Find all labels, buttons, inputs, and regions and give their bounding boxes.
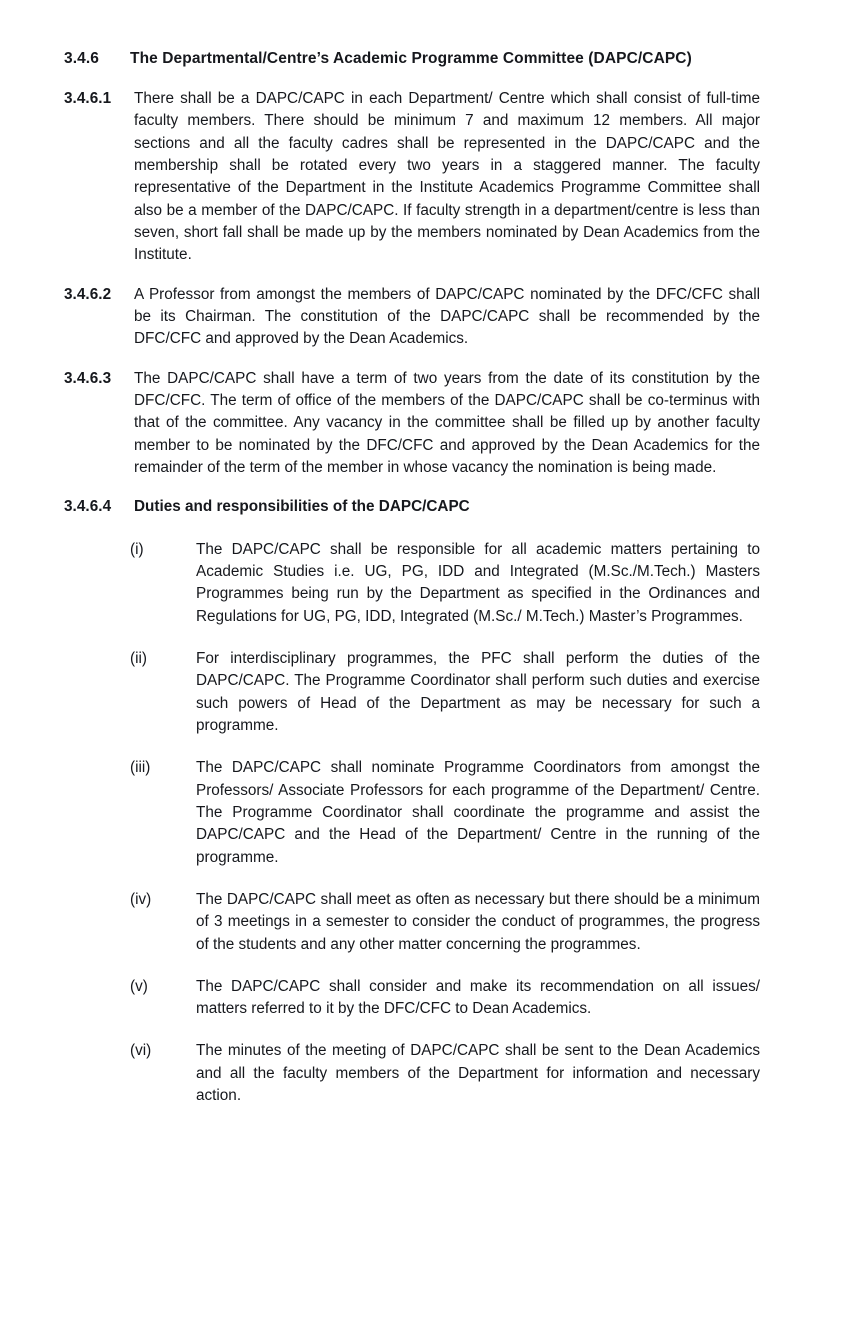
list-item <box>64 889 760 956</box>
clause-text: There shall be a DAPC/CAPC in each Department/ Centre which shall consist of full-time faculty members. There should be minimum 7 and maximum 12 members. All major sections and all the faculty cadres shall be represented in the DAPC/CAPC and the membership shall be rotated every two years in a staggered manner. The faculty representative of the Department in the Institute Academics Programme Committee shall also be a member of the DAPC/CAPC. If faculty strength in a department/centre is less than seven, short fall shall be made up by the members nominated by Dean Academics from the Institute. <box>134 90 760 264</box>
clause-3-4-6-3 <box>64 368 760 480</box>
list-item <box>64 976 760 1021</box>
clause-number: 3.4.6.4 <box>64 498 112 516</box>
list-item-text: The DAPC/CAPC shall consider and make its recommendation on all issues/ matters referred to it by the DFC/CFC to Dean Academics. <box>196 977 760 1018</box>
clause-text: A Professor from amongst the members of DAPC/CAPC nominated by the DFC/CFC shall be its Chairman. The constitution of the DAPC/CAPC shall be recommended by the DFC/CFC and approved by the Dean Academics. <box>134 285 760 348</box>
clause-number: 3.4.6.3 <box>64 369 112 387</box>
list-item-text: The minutes of the meeting of DAPC/CAPC shall be sent to the Dean Academics and all the faculty members of the Department for information and necessary action. <box>196 1042 760 1105</box>
clause-3-4-6-1 <box>64 88 760 267</box>
list-item <box>64 539 760 628</box>
clause-3-4-6-4 <box>64 496 760 518</box>
list-item <box>64 1040 760 1107</box>
section-heading <box>64 48 760 70</box>
list-item-marker: (i) <box>130 540 144 558</box>
clause-3-4-6-2 <box>64 284 760 351</box>
list-item-text: The DAPC/CAPC shall be responsible for all academic matters pertaining to Academic Studies i.e. UG, PG, IDD and Integrated (M.Sc./M.Tech.) Masters Programmes being run by the Department as specified in the Ordinances and Regulations for UG, PG, IDD, Integrated (M.Sc./ M.Tech.) Master’s Programmes. <box>196 540 760 625</box>
clause-text: The DAPC/CAPC shall have a term of two years from the date of its constitution by the DFC/CFC. The term of office of the members of the DAPC/CAPC shall be co-terminus with that of the committee. Any vacancy in the committee shall be filled up by another faculty member to be nominated by the DFC/CFC and approved by the Dean Academics for the remainder of the term of the member in whose vacancy the nomination is being made. <box>134 369 760 476</box>
clause-text: Duties and responsibilities of the DAPC/CAPC <box>134 498 470 516</box>
list-item-text: For interdisciplinary programmes, the PFC shall perform the duties of the DAPC/CAPC. The Programme Coordinator shall perform such duties and exercise such powers of Head of the Department as may be necessary for such a programme. <box>196 649 760 734</box>
list-item-marker: (ii) <box>130 649 147 667</box>
list-item <box>64 757 760 869</box>
list-item-text: The DAPC/CAPC shall nominate Programme Coordinators from amongst the Professors/ Associate Professors for each programme of the Department/ Centre. The Programme Coordinator shall coordinate the programme and assist the DAPC/CAPC and the Head of the Department/ Centre in the running of the programme. <box>196 759 760 866</box>
list-item <box>64 648 760 737</box>
list-item-marker: (iv) <box>130 890 152 908</box>
list-item-marker: (v) <box>130 977 148 995</box>
duties-list <box>64 539 760 1108</box>
section-heading-number: 3.4.6 <box>64 50 99 67</box>
section-heading-title: The Departmental/Centre’s Academic Programme Committee (DAPC/CAPC) <box>130 50 692 67</box>
clause-number: 3.4.6.2 <box>64 285 112 303</box>
clause-number: 3.4.6.1 <box>64 90 112 107</box>
list-item-marker: (vi) <box>130 1042 152 1060</box>
list-item-text: The DAPC/CAPC shall meet as often as necessary but there should be a minimum of 3 meetings in a semester to consider the conduct of programmes, the progress of the students and any other matter concerning the programmes. <box>196 890 760 953</box>
list-item-marker: (iii) <box>130 759 151 777</box>
